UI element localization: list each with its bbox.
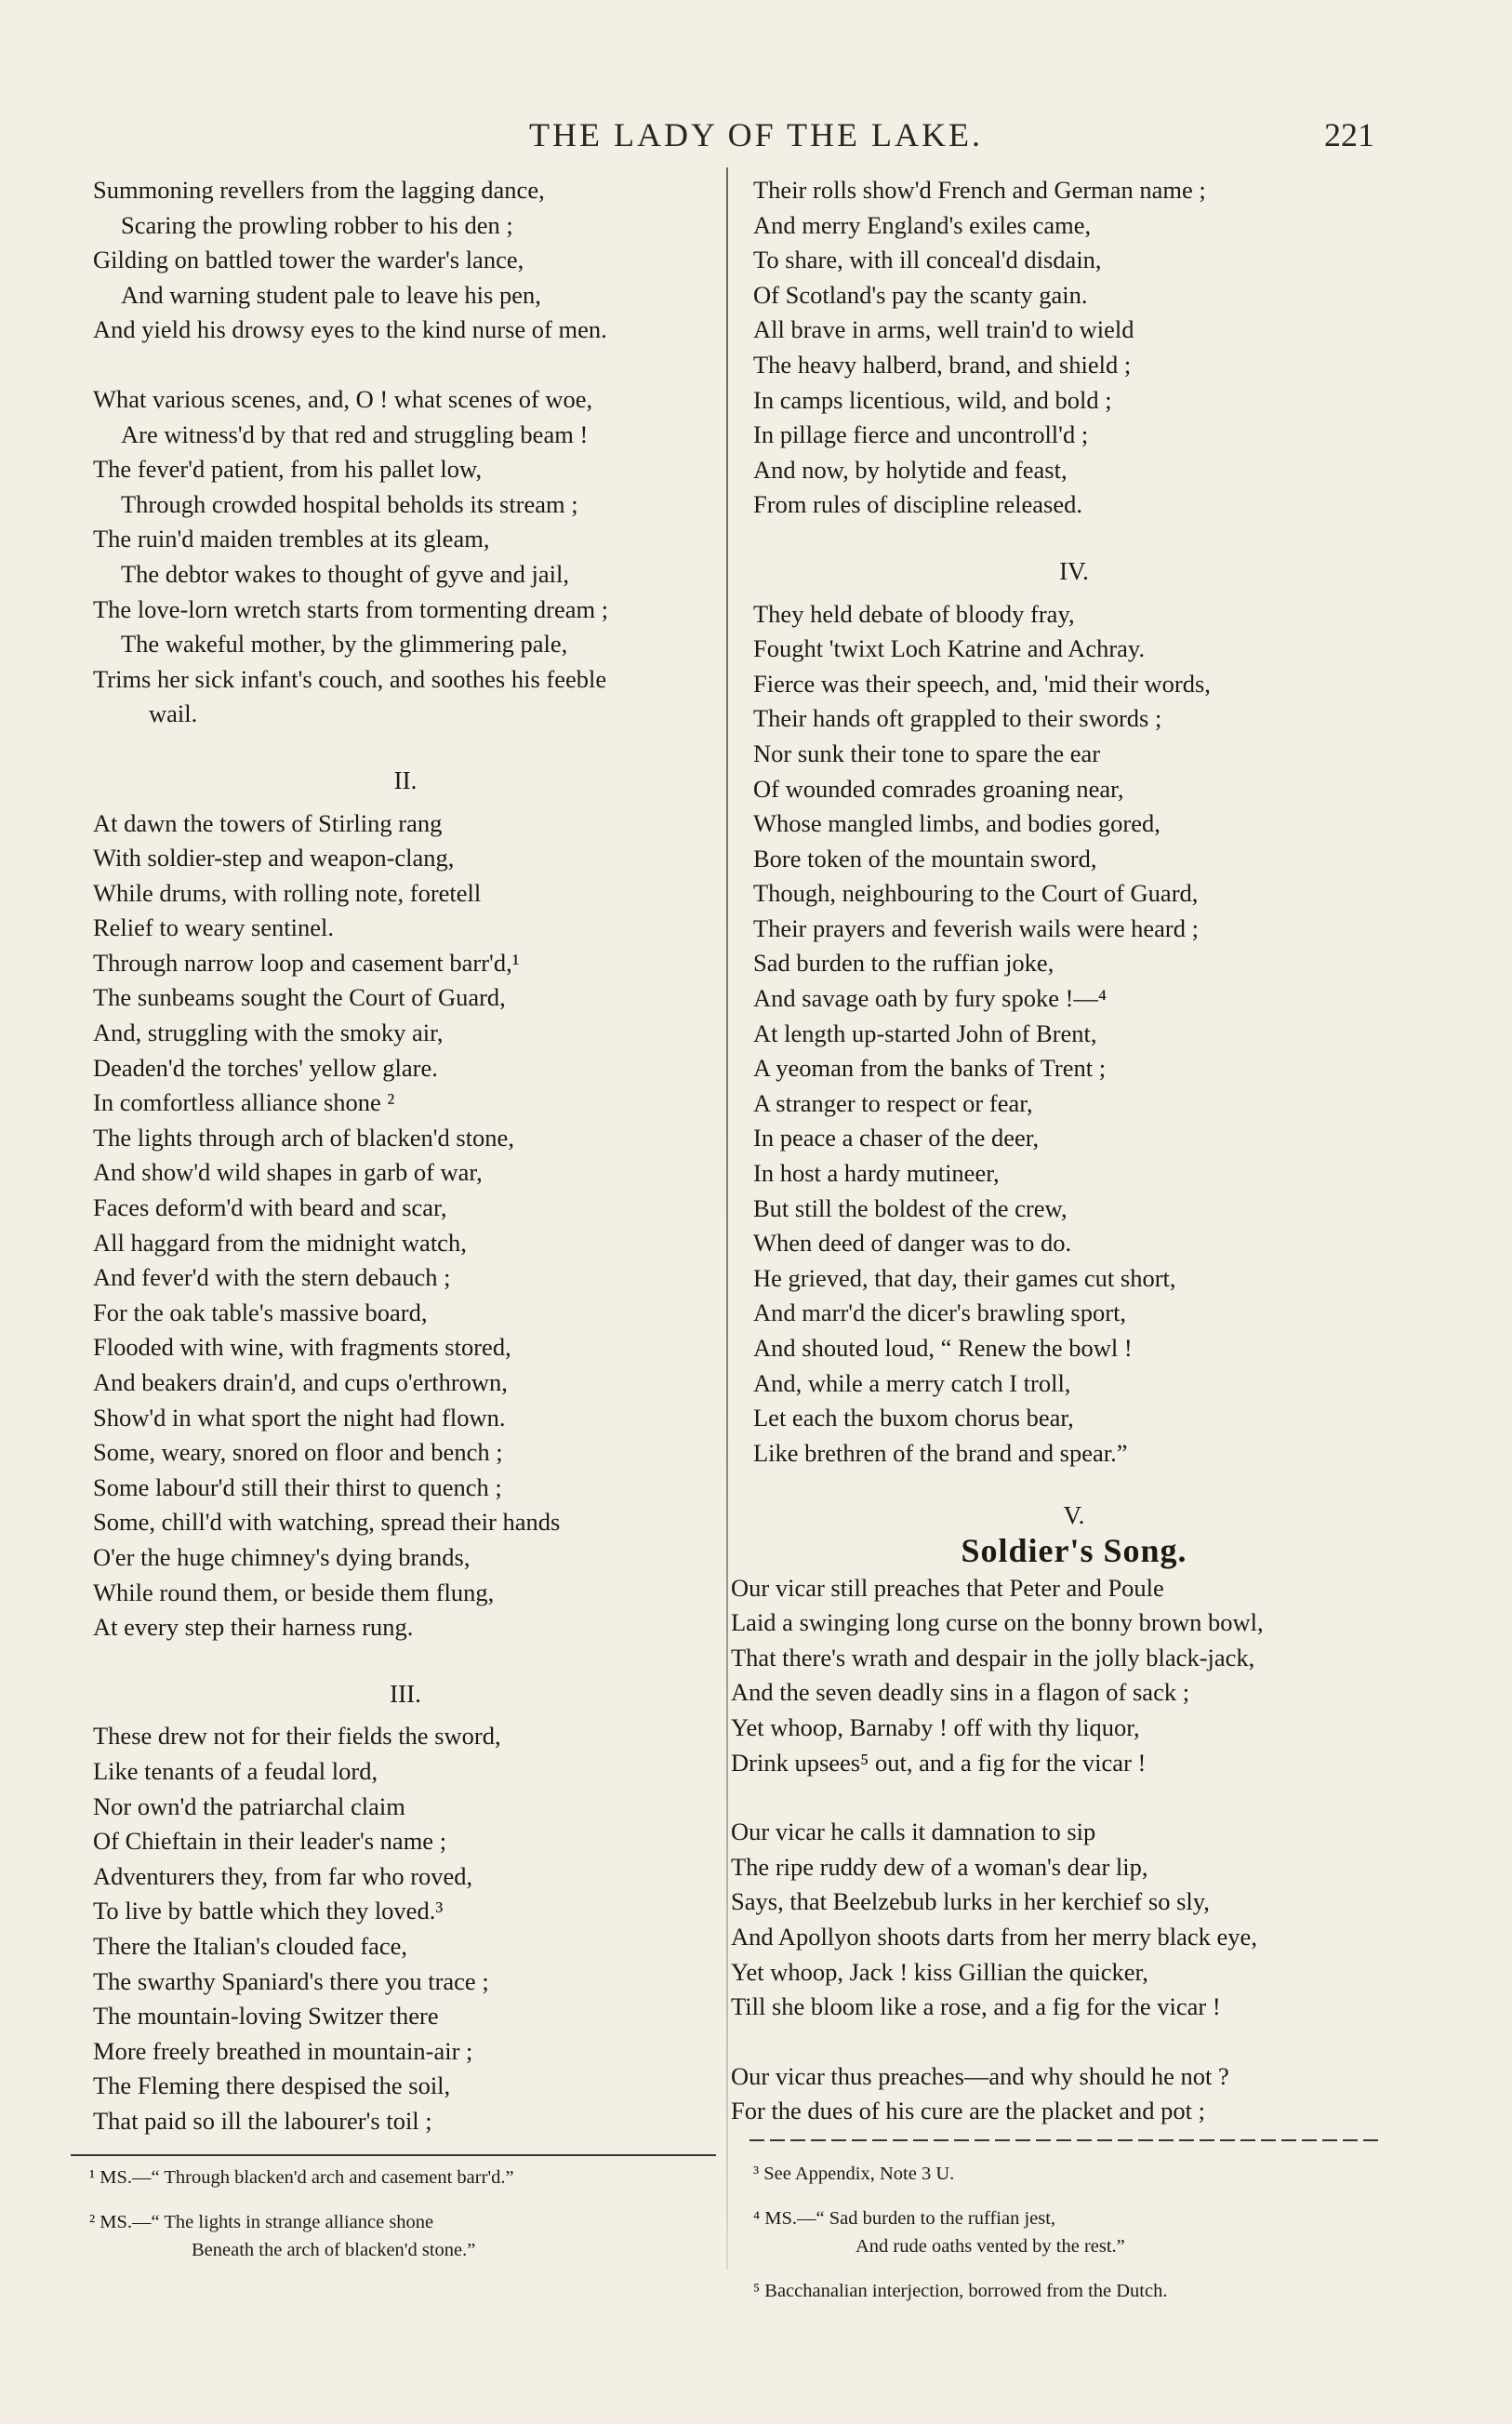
verse-line: Drink upsees⁵ out, and a fig for the vicar ! bbox=[731, 1748, 1147, 1777]
verse-line: Nor sunk their tone to spare the ear bbox=[753, 739, 1101, 767]
footnote-text: MS.—“ Sad burden to the ruffian jest, bbox=[764, 2208, 1056, 2229]
stanza-iii-continued bbox=[753, 173, 1395, 523]
verse-line: Of Scotland's pay the scanty gain. bbox=[753, 280, 1088, 309]
footnote bbox=[89, 2164, 722, 2191]
verse-line: While round them, or beside them flung, bbox=[93, 1578, 495, 1606]
verse-line: Yet whoop, Jack ! kiss Gillian the quicker, bbox=[731, 1957, 1148, 1986]
verse-line: With soldier-step and weapon-clang, bbox=[93, 844, 455, 872]
stanza-ii bbox=[93, 806, 718, 1645]
stanza-iv bbox=[753, 597, 1395, 1472]
verse-line: Of wounded comrades groaning near, bbox=[753, 774, 1124, 803]
footnote-rule-right bbox=[749, 2139, 1382, 2141]
verse-line: And fever'd with the stern debauch ; bbox=[93, 1263, 451, 1292]
song-stanza-3 bbox=[731, 2059, 1395, 2129]
verse-line: The ripe ruddy dew of a woman's dear lip, bbox=[731, 1852, 1148, 1881]
verse-line: wail. bbox=[149, 699, 198, 728]
verse-line: And merry England's exiles came, bbox=[753, 210, 1092, 239]
stanza-iii bbox=[93, 1719, 718, 2138]
verse-line: In peace a chaser of the deer, bbox=[753, 1124, 1040, 1152]
footnote-mark: ³ bbox=[753, 2164, 764, 2184]
verse-line: More freely breathed in mountain-air ; bbox=[93, 2036, 473, 2065]
verse-line: And now, by holytide and feast, bbox=[753, 455, 1068, 484]
verse-line: Some, weary, snored on floor and bench ; bbox=[93, 1438, 503, 1467]
verse-line: Our vicar thus preaches—and why should he not ? bbox=[731, 2061, 1229, 2090]
footnote-text: And rude oaths vented by the rest.” bbox=[855, 2236, 1125, 2257]
verse-line: A yeoman from the banks of Trent ; bbox=[753, 1054, 1107, 1083]
verse-line: Through crowded hospital beholds its stream ; bbox=[121, 489, 578, 518]
verse-line: In pillage fierce and uncontroll'd ; bbox=[753, 420, 1089, 449]
verse-line: Let each the buxom chorus bear, bbox=[753, 1404, 1074, 1432]
verse-line: At dawn the towers of Stirling rang bbox=[93, 808, 443, 837]
footnote-rule-left bbox=[71, 2154, 716, 2156]
verse-line: Flooded with wine, with fragments stored, bbox=[93, 1333, 511, 1362]
verse-line: Of Chieftain in their leader's name ; bbox=[93, 1827, 447, 1856]
verse-line: The fever'd patient, from his pallet low, bbox=[93, 455, 483, 484]
verse-line: For the oak table's massive board, bbox=[93, 1298, 428, 1326]
song-stanza-2 bbox=[731, 1815, 1395, 2025]
verse-line: And marr'd the dicer's brawling sport, bbox=[753, 1299, 1127, 1327]
verse-line: And shouted loud, “ Renew the bowl ! bbox=[753, 1334, 1133, 1362]
section-heading-iv: IV. bbox=[1059, 556, 1089, 585]
footnote-text: MS.—“ Through blacken'd arch and casement barr'd.” bbox=[99, 2167, 514, 2188]
verse-line: The wakeful mother, by the glimmering pale, bbox=[121, 630, 568, 659]
footnote-text: See Appendix, Note 3 U. bbox=[763, 2164, 955, 2184]
verse-line: Says, that Beelzebub lurks in her kerchief so sly, bbox=[731, 1887, 1210, 1916]
verse-line: And show'd wild shapes in garb of war, bbox=[93, 1158, 483, 1187]
footnote bbox=[753, 2160, 1404, 2188]
song-stanza-1 bbox=[731, 1571, 1395, 1781]
verse-line: They held debate of bloody fray, bbox=[753, 599, 1075, 628]
verse-line: Laid a swinging long curse on the bonny brown bowl, bbox=[731, 1608, 1264, 1637]
verse-line: Their prayers and feverish wails were heard ; bbox=[753, 913, 1199, 942]
verse-line: Faces deform'd with beard and scar, bbox=[93, 1193, 447, 1222]
verse-line: To share, with ill conceal'd disdain, bbox=[753, 246, 1102, 274]
verse-line: At every step their harness rung. bbox=[93, 1613, 414, 1642]
verse-line: In comfortless alliance shone ² bbox=[93, 1088, 395, 1117]
verse-line: And, while a merry catch I troll, bbox=[753, 1368, 1071, 1397]
verse-line: Yet whoop, Barnaby ! off with thy liquor, bbox=[731, 1712, 1140, 1741]
column-divider bbox=[726, 167, 728, 2270]
verse-line: In host a hardy mutineer, bbox=[753, 1159, 1000, 1188]
verse-line: Till she bloom like a rose, and a fig for the vicar ! bbox=[731, 1992, 1221, 2021]
verse-line: At length up-started John of Brent, bbox=[753, 1019, 1097, 1047]
verse-line: The mountain-loving Switzer there bbox=[93, 2002, 439, 2031]
verse-line: Though, neighbouring to the Court of Guard, bbox=[753, 879, 1199, 908]
verse-line: Show'd in what sport the night had flown. bbox=[93, 1403, 506, 1432]
verse-line: But still the boldest of the crew, bbox=[753, 1193, 1068, 1222]
verse-line: The swarthy Spaniard's there you trace ; bbox=[93, 1966, 489, 1995]
verse-line: What various scenes, and, O ! what scenes of woe, bbox=[93, 384, 593, 413]
verse-line: O'er the huge chimney's dying brands, bbox=[93, 1542, 471, 1571]
verse-line: Scaring the prowling robber to his den ; bbox=[121, 210, 513, 239]
verse-line: Our vicar he calls it damnation to sip bbox=[731, 1818, 1096, 1846]
verse-line: Deaden'd the torches' yellow glare. bbox=[93, 1053, 438, 1082]
verse-line: In camps licentious, wild, and bold ; bbox=[753, 385, 1112, 414]
verse-line: For the dues of his cure are the placket and pot ; bbox=[731, 2097, 1205, 2125]
verse-line: He grieved, that day, their games cut short, bbox=[753, 1263, 1176, 1292]
footnotes-left bbox=[89, 2164, 722, 2281]
footnotes-right bbox=[753, 2160, 1404, 2322]
verse-line: And beakers drain'd, and cups o'erthrown, bbox=[93, 1368, 508, 1396]
footnote-mark: ¹ bbox=[89, 2167, 100, 2188]
verse-line: When deed of danger was to do. bbox=[753, 1229, 1072, 1258]
verse-line: And savage oath by fury spoke !—⁴ bbox=[753, 984, 1107, 1013]
footnote-text: MS.—“ The lights in strange alliance shone bbox=[99, 2212, 434, 2232]
running-title: THE LADY OF THE LAKE. bbox=[529, 116, 983, 153]
verse-line: The Fleming there despised the soil, bbox=[93, 2071, 451, 2100]
verse-line: Summoning revellers from the lagging dance, bbox=[93, 176, 545, 204]
verse-line: Our vicar still preaches that Peter and Poule bbox=[731, 1573, 1164, 1602]
verse-line: The ruin'd maiden trembles at its gleam, bbox=[93, 525, 490, 553]
footnote-mark: ⁴ bbox=[753, 2208, 765, 2229]
verse-line: Trims her sick infant's couch, and soothes his feeble bbox=[93, 664, 607, 693]
right-column bbox=[731, 173, 1395, 2129]
section-heading-iii: III. bbox=[390, 1679, 421, 1708]
verse-line: Nor own'd the patriarchal claim bbox=[93, 1791, 405, 1820]
verse-line: From rules of discipline released. bbox=[753, 490, 1082, 519]
verse-line: The debtor wakes to thought of gyve and jail, bbox=[121, 559, 570, 588]
verse-line: Like brethren of the brand and spear.” bbox=[753, 1438, 1128, 1467]
verse-line: A stranger to respect or fear, bbox=[753, 1088, 1033, 1117]
verse-line: Like tenants of a feudal lord, bbox=[93, 1756, 378, 1785]
verse-line: Fought 'twixt Loch Katrine and Achray. bbox=[753, 634, 1146, 663]
song-title: Soldier's Song. bbox=[961, 1531, 1187, 1569]
verse-line: And, struggling with the smoky air, bbox=[93, 1019, 444, 1047]
verse-line: Some labour'd still their thirst to quench ; bbox=[93, 1472, 502, 1501]
section-heading-v: V. bbox=[1063, 1501, 1085, 1530]
verse-line: Their rolls show'd French and German name ; bbox=[753, 176, 1206, 204]
footnote-text: Bacchanalian interjection, borrowed from the Dutch. bbox=[764, 2281, 1168, 2301]
verse-line: Sad burden to the ruffian joke, bbox=[753, 949, 1054, 978]
stanza-continuation bbox=[93, 173, 718, 348]
footnote-mark: ⁵ bbox=[753, 2281, 765, 2301]
verse-line: And warning student pale to leave his pen, bbox=[121, 280, 541, 309]
verse-line: While drums, with rolling note, foretell bbox=[93, 878, 482, 907]
verse-line: The lights through arch of blacken'd stone, bbox=[93, 1123, 514, 1152]
verse-line: Their hands oft grappled to their swords ; bbox=[753, 704, 1162, 733]
verse-line: Adventurers they, from far who roved, bbox=[93, 1861, 473, 1890]
verse-line: Are witness'd by that red and struggling beam ! bbox=[121, 420, 589, 448]
verse-line: And Apollyon shoots darts from her merry black eye, bbox=[731, 1922, 1257, 1951]
section-heading-ii: II. bbox=[393, 766, 418, 794]
footnote bbox=[89, 2208, 722, 2264]
verse-line: And yield his drowsy eyes to the kind nurse of men. bbox=[93, 315, 607, 344]
verse-line: That paid so ill the labourer's toil ; bbox=[93, 2106, 432, 2135]
verse-line: And the seven deadly sins in a flagon of sack ; bbox=[731, 1678, 1190, 1707]
verse-line: Fierce was their speech, and, 'mid their words, bbox=[753, 669, 1211, 698]
stanza-what-various-scenes bbox=[93, 382, 718, 732]
page-header bbox=[0, 115, 1512, 164]
footnote-mark: ² bbox=[89, 2212, 100, 2232]
footnote-text: Beneath the arch of blacken'd stone.” bbox=[192, 2240, 476, 2260]
verse-line: Some, chill'd with watching, spread their hands bbox=[93, 1508, 561, 1537]
page-number: 221 bbox=[1324, 116, 1374, 153]
footnote bbox=[753, 2277, 1404, 2305]
verse-line: All brave in arms, well train'd to wield bbox=[753, 315, 1134, 344]
verse-line: Through narrow loop and casement barr'd,¹ bbox=[93, 948, 520, 977]
verse-line: Whose mangled limbs, and bodies gored, bbox=[753, 809, 1161, 838]
verse-line: The love-lorn wretch starts from tormenting dream ; bbox=[93, 594, 609, 623]
footnote bbox=[753, 2204, 1404, 2260]
verse-line: To live by battle which they loved.³ bbox=[93, 1897, 444, 1925]
verse-line: That there's wrath and despair in the jolly black-jack, bbox=[731, 1643, 1255, 1671]
left-column bbox=[93, 173, 718, 2138]
verse-line: Relief to weary sentinel. bbox=[93, 913, 335, 942]
verse-line: There the Italian's clouded face, bbox=[93, 1931, 408, 1960]
verse-line: Bore token of the mountain sword, bbox=[753, 844, 1097, 872]
verse-line: The heavy halberd, brand, and shield ; bbox=[753, 350, 1132, 379]
verse-line: Gilding on battled tower the warder's lance, bbox=[93, 246, 524, 274]
verse-line: These drew not for their fields the sword, bbox=[93, 1722, 501, 1751]
verse-line: All haggard from the midnight watch, bbox=[93, 1228, 467, 1257]
verse-line: The sunbeams sought the Court of Guard, bbox=[93, 983, 506, 1012]
